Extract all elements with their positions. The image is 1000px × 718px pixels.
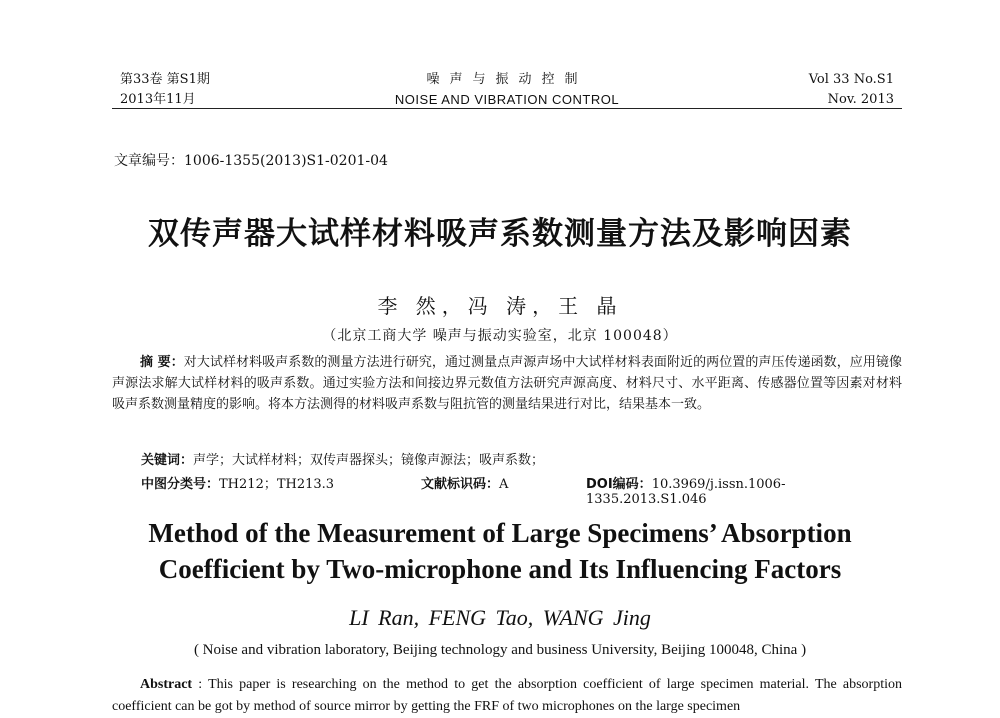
en-title-line-1: Method of the Measurement of Large Specimens’ Absorption	[148, 518, 852, 548]
keywords-text: 声学；大试样材料；双传声器探头；镜像声源法；吸声系数；	[193, 453, 545, 468]
classification-line	[141, 473, 901, 507]
cn-title: 双传声器大试样材料吸声系数测量方法及影响因素	[148, 216, 852, 252]
en-abstract-text: : This paper is researching on the method to get the absorption coefficient of large specimen material. The absorption coefficient can be got by method of source mirror by getting the FRF of two microphones on the large specimen	[112, 677, 902, 714]
journal-header	[112, 70, 902, 112]
issue-info-en	[809, 70, 894, 110]
en-title	[0, 515, 1000, 587]
doc-code-label: 文献标识码：	[421, 477, 500, 492]
cn-affiliation: （北京工商大学 噪声与振动实验室，北京 100048）	[322, 328, 678, 344]
issue-date-en: Nov. 2013	[827, 92, 894, 107]
journal-name-en: NOISE AND VIBRATION CONTROL	[394, 92, 620, 107]
doc-code-text: A	[499, 477, 509, 492]
doi-text: 10.3969/j.issn.1006-1335.2013.S1.046	[586, 477, 786, 507]
cn-keywords	[141, 449, 544, 468]
keywords-label: 关键词：	[141, 453, 194, 468]
volume-issue-en: Vol 33 No.S1	[808, 72, 894, 87]
en-affiliation: ( Noise and vibration laboratory, Beijing technology and business University, Beijing 100048, China )	[193, 642, 807, 658]
cn-authors: 李 然，冯 涛，王 晶	[377, 294, 623, 318]
journal-name	[112, 70, 902, 110]
doi-label: DOI编码：	[586, 477, 652, 492]
issue-date: 2013年11月	[120, 92, 196, 107]
en-abstract-label: Abstract	[140, 677, 193, 692]
header-rule	[112, 108, 902, 109]
cn-abstract-text: 对大试样材料吸声系数的测量方法进行研究，通过测量点声源声场中大试样材料表面附近的两位置的声压传递函数，应用镜像声源法求解大试样材料的吸声系数。通过实验方法和间接边界元数值方法研究声源高度、材料尺寸、水平距离、传感器位置等因素对材料吸声系数测量精度的影响。将本方法测得的材料吸声系数与阻抗管的测量结果进行对比，结果基本一致。	[112, 355, 902, 412]
clc-label: 中图分类号：	[141, 477, 220, 492]
clc	[141, 477, 334, 492]
volume-issue: 第33卷 第S1期	[120, 72, 210, 87]
en-abstract	[112, 674, 902, 718]
journal-name-cn: 噪声与振动控制	[426, 72, 588, 87]
clc-text: TH212；TH213.3	[219, 477, 335, 492]
en-authors: LI Ran, FENG Tao, WANG Jing	[349, 605, 651, 630]
doi	[586, 473, 901, 507]
article-number: 文章编号：1006-1355(2013)S1-0201-04	[114, 153, 388, 169]
en-title-line-2: Coefficient by Two-microphone and Its Influencing Factors	[158, 554, 842, 584]
cn-abstract-label: 摘 要：	[140, 355, 184, 370]
doc-code	[421, 473, 508, 492]
cn-abstract	[112, 352, 902, 415]
